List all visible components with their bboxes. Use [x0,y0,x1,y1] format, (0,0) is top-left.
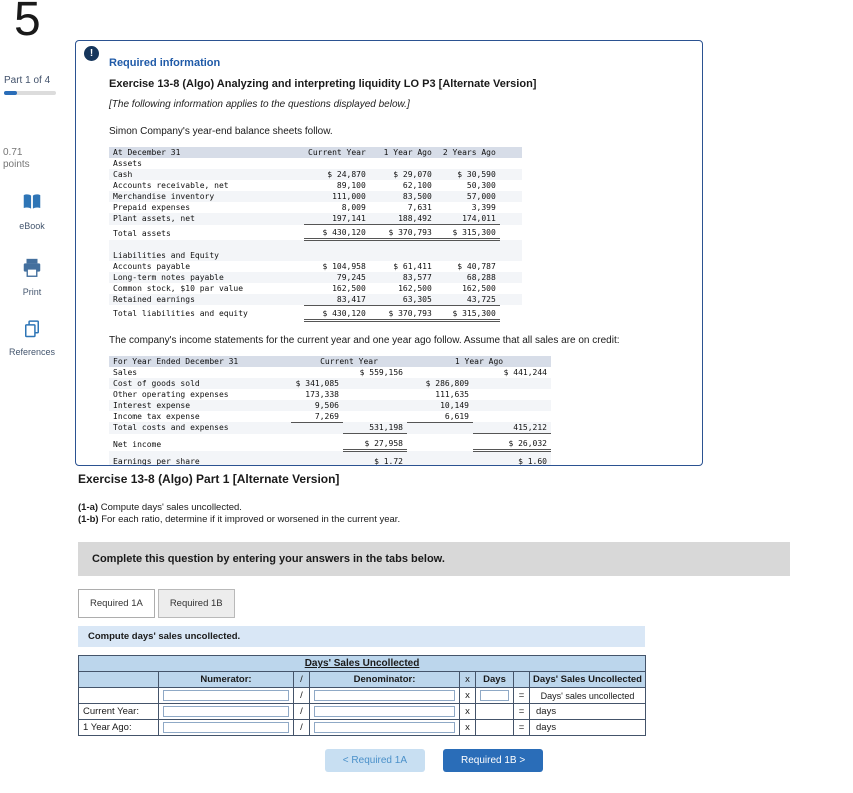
amount-cell: 188,492 [370,213,436,225]
amount-cell: $ 24,870 [327,170,366,179]
table-header-row [109,147,522,158]
section-label: Assets [113,159,142,168]
spacer [500,147,522,158]
chevron-right-icon: > [519,755,526,766]
amount-cell: 79,245 [336,272,366,282]
sidebar [0,75,72,357]
amount-cell: 83,577 [402,272,432,282]
balance-sheet-table [109,147,522,322]
prev-button-label: Required 1A [351,755,407,766]
amount-cell: 111,635 [435,389,469,399]
nav-buttons [78,749,790,772]
amount-cell: $ 26,032 [473,434,551,451]
sidebar-item-ebook[interactable] [0,191,64,231]
answer-table-title-cell [79,656,646,672]
sidebar-item-print[interactable] [0,257,64,297]
progress-fill [4,91,17,95]
table-row [109,400,551,411]
column-header: 2 Years Ago [436,147,500,158]
amount-cell [407,367,473,378]
row-label: Retained earnings [113,294,195,304]
amount-cell: 197,141 [304,213,370,225]
amount-cell: 7,269 [291,411,343,423]
column-header: At December 31 [109,147,304,158]
instruction-line [78,514,790,526]
amount-cell [473,400,551,411]
row-label: Current Year: [79,704,159,720]
amount-cell [407,422,473,434]
table-row [109,305,522,320]
amount-cell [291,367,343,378]
row-label: Total assets [113,228,171,238]
tab-required-1a[interactable]: Required 1A [78,589,155,618]
one-year-ago-denominator-input[interactable] [314,722,455,733]
times-symbol: x [460,672,476,688]
points-value: 0.71 [3,147,23,158]
equals-symbol: = [514,704,530,720]
numerator-label-cell [159,688,294,704]
blank-cell [79,688,159,704]
numerator-cell [159,720,294,736]
formula-row [79,688,646,704]
amount-cell: 9,506 [314,400,339,410]
row-label: Accounts receivable, net [113,181,229,190]
amount-cell [343,378,407,389]
amount-cell: 57,000 [466,192,496,201]
equals-symbol: = [514,720,530,736]
amount-cell [343,411,407,423]
table-row [109,225,522,240]
days-cell [476,720,514,736]
days-cell [476,688,514,704]
column-header: For Year Ended December 31 [109,356,291,367]
amount-cell: 3,399 [471,203,496,212]
tool-label: Print [22,287,42,297]
amount-cell [473,411,551,423]
part1-heading: Exercise 13-8 (Algo) Part 1 [Alternate Version] [78,472,340,486]
denominator-header: Denominator: [310,672,460,688]
table-row [109,434,551,451]
amount-cell: 10,149 [440,400,469,410]
points-display [3,147,72,171]
amount-cell: 43,725 [436,294,500,306]
points-unit: points [3,159,30,170]
times-symbol: x [460,688,476,704]
progress-bar [4,91,56,95]
table-row [109,272,522,283]
amount-cell: 83,500 [402,192,432,201]
tab-bar [78,589,790,618]
times-symbol: x [460,720,476,736]
numerator-cell [159,704,294,720]
required-info-panel [75,40,703,466]
amount-cell: 6,619 [407,411,473,423]
numerator-label-input[interactable] [163,690,289,701]
instruction-prefix: (1-b) [78,514,99,525]
exercise-title: Exercise 13-8 (Algo) Analyzing and interpreting liquidity LO P3 [Alternate Version] [109,78,537,90]
amount-cell: 50,300 [466,181,496,190]
answer-table-title: Days' Sales Uncollected [304,658,420,669]
required-information-label: Required information [109,57,221,69]
row-label: Net income [113,439,162,449]
table-row [109,213,522,225]
table-row [109,451,551,467]
row-label: 1 Year Ago: [79,720,159,736]
table-row [109,169,522,180]
answer-table-title-row [79,656,646,672]
amount-cell [473,389,551,400]
row-label: Cost of goods sold [113,378,200,388]
column-header: 1 Year Ago [370,147,436,158]
amount-cell: $ 441,244 [503,367,547,377]
tool-label: References [8,347,56,357]
amount-cell [291,451,343,467]
amount-cell: 531,198 [343,422,407,434]
table-row [109,422,551,434]
amount-cell: $ 370,793 [370,305,436,320]
ebook-icon [21,191,43,218]
days-header: Days [476,672,514,688]
equals-symbol [514,672,530,688]
amount-cell: $ 430,120 [304,225,370,240]
equals-symbol: = [514,688,530,704]
sidebar-item-references[interactable] [0,319,64,357]
amount-cell: $ 559,156 [359,367,403,377]
answer-table [78,655,646,736]
income-statement-table [109,356,551,467]
table-row [109,240,522,261]
row-label: Plant assets, net [113,214,195,224]
amount-cell: $ 30,590 [457,170,496,179]
current-year-row [79,704,646,720]
row-label: Interest expense [113,400,191,410]
tab-instruction: Compute days' sales uncollected. [78,626,645,647]
amount-cell [407,451,473,467]
amount-cell: $ 286,809 [425,378,469,388]
amount-cell: 162,500 [462,283,496,293]
amount-cell: 415,212 [473,422,551,434]
required-1b-button[interactable] [443,749,543,772]
current-year-numerator-input[interactable] [163,706,289,717]
row-label: Other operating expenses [113,389,229,399]
table-row [109,180,522,191]
instruction-prefix: (1-a) [78,502,99,513]
amount-cell: 62,100 [402,181,432,190]
tab-required-1b[interactable]: Required 1B [158,589,235,618]
row-label: Earnings per share [113,457,200,466]
instruction-text: Compute days' sales uncollected. [100,502,242,513]
formula-result-label: Days' sales uncollected [530,688,646,704]
chevron-left-icon: < [342,755,349,766]
answer-table-header-row [79,672,646,688]
amount-cell: $ 29,070 [393,170,432,179]
amount-cell [343,400,407,411]
complete-banner: Complete this question by entering your answers in the tabs below. [78,542,790,576]
slash-symbol: / [294,688,310,704]
row-label: Long-term notes payable [113,272,224,282]
table-row [109,411,551,423]
row-label: Cash [113,170,133,179]
amount-cell: $ 1.72 [343,451,407,467]
row-label: Sales [113,367,138,377]
required-1a-button[interactable] [325,749,425,772]
denominator-cell [310,704,460,720]
blank-cell [79,672,159,688]
amount-cell: 162,500 [332,283,366,293]
table-row [109,294,522,306]
amount-cell: 173,338 [305,389,339,399]
amount-cell: $ 1.60 [473,451,551,467]
days-input[interactable] [480,690,509,701]
row-label: Merchandise inventory [113,192,215,201]
question-number: 5 [14,0,41,46]
column-header: Current Year [291,356,407,367]
slash-symbol: / [294,672,310,688]
amount-cell: 89,100 [336,181,366,190]
amount-cell: 111,000 [332,192,366,201]
row-label: Total liabilities and equity [113,309,248,318]
amount-cell [473,378,551,389]
unit-label: days [530,704,646,720]
instruction-text: For each ratio, determine if it improved or worsened in the current year. [101,514,401,525]
next-button-label: Required 1B [461,755,517,766]
table-row [109,261,522,272]
days-cell [476,704,514,720]
denominator-label-input[interactable] [314,690,455,701]
table-row [109,158,522,169]
amount-cell: $ 61,411 [393,261,432,271]
amount-cell: $ 315,300 [436,225,500,240]
exercise-note: [The following information applies to the questions displayed below.] [109,99,410,110]
unit-label: days [530,720,646,736]
table-row [109,367,551,378]
row-label: Income tax expense [113,411,200,421]
table-row [109,202,522,213]
amount-cell [291,434,343,451]
amount-cell: $ 370,793 [370,225,436,240]
times-symbol: x [460,704,476,720]
amount-cell: 7,631 [407,203,432,212]
amount-cell: $ 104,958 [322,261,366,271]
column-header: 1 Year Ago [407,356,551,367]
result-header: Days' Sales Uncollected [530,672,646,688]
alert-icon: ! [84,46,99,61]
print-icon [21,257,43,284]
part-label: Part 1 of 4 [4,75,51,86]
amount-cell [291,422,343,434]
amount-cell: $ 315,300 [436,305,500,320]
numerator-header: Numerator: [159,672,294,688]
amount-cell: 162,500 [398,283,432,293]
tool-label: eBook [19,221,45,231]
amount-cell: $ 27,958 [343,434,407,451]
slash-symbol: / [294,704,310,720]
amount-cell: $ 40,787 [457,261,496,271]
amount-cell [343,389,407,400]
denominator-label-cell [310,688,460,704]
part1-section [78,472,790,772]
row-label: Accounts payable [113,261,191,271]
table-row [109,283,522,294]
instruction-line [78,502,790,514]
one-year-ago-row [79,720,646,736]
amount-cell: 63,305 [370,294,436,306]
amount-cell: 83,417 [304,294,370,306]
amount-cell [407,434,473,451]
amount-cell: 174,011 [436,213,500,225]
income-note: The company's income statements for the current year and one year ago follow. Assume that all sales are on credit: [109,334,620,346]
amount-cell: 8,009 [341,203,366,212]
amount-cell: 68,288 [466,272,496,282]
slash-symbol: / [294,720,310,736]
amount-cell: $ 430,120 [304,305,370,320]
table-row [109,389,551,400]
row-label: Total costs and expenses [113,423,229,433]
denominator-cell [310,720,460,736]
amount-cell: $ 341,085 [295,378,339,388]
row-label: Prepaid expenses [113,203,191,212]
column-header: Current Year [304,147,370,158]
table-row [109,191,522,202]
table-header-row [109,356,551,367]
table-row [109,378,551,389]
references-icon [22,319,42,344]
row-label: Common stock, $10 par value [113,283,244,293]
current-year-denominator-input[interactable] [314,706,455,717]
intro-text: Simon Company's year-end balance sheets follow. [109,126,333,137]
one-year-ago-numerator-input[interactable] [163,722,289,733]
section-label: Liabilities and Equity [113,250,219,260]
